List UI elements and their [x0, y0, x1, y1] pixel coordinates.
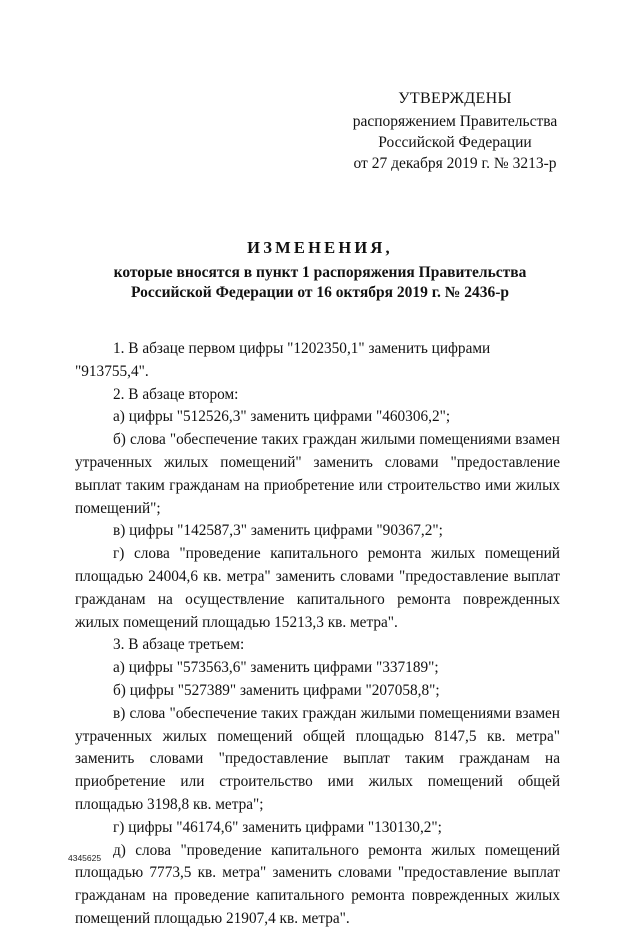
- paragraph-item-3g: г) цифры "46174,6" заменить цифрами "130130,2";: [113, 818, 442, 836]
- subtitle-line-1: которые вносятся в пункт 1 распоряжения Правительства: [113, 264, 527, 281]
- document-code: 4345625: [68, 853, 102, 863]
- paragraph-item-3v: в) слова "обеспечение таких граждан жилыми помещениями взамен утраченных жилых помещений общей площадью 8147,5 кв. метра" заменить словами "предоставление выплат таким гражданам на приобретение или строительство ими жилых помещений общей площадью 3198,8 кв. метра";: [75, 704, 560, 813]
- paragraph-item-2: 2. В абзаце втором:: [113, 385, 239, 403]
- paragraph-item-3b: б) цифры "527389" заменить цифрами "207058,8";: [113, 681, 440, 699]
- document-title: ИЗМЕНЕНИЯ,: [247, 238, 393, 257]
- paragraph-item-2b: б) слова "обеспечение таких граждан жилыми помещениями взамен утраченных жилых помещений" заменить словами "предоставление выплат таким гражданам на приобретение или строительство ими жилых помещений";: [75, 431, 560, 517]
- document-subtitle: [70, 263, 570, 303]
- paragraph-item-1: 1. В абзаце первом цифры "1202350,1" заменить цифрами "913755,4".: [75, 340, 491, 380]
- paragraph-item-3: 3. В абзаце третьем:: [113, 636, 245, 654]
- subtitle-line-2: Российской Федерации от 16 октября 2019 г. № 2436-р: [130, 284, 510, 301]
- paragraph-item-2g: г) слова "проведение капитального ремонта жилых помещений площадью 24004,6 кв. метра" заменить словами "предоставление выплат гражданам на осуществление капитального ремонта поврежденных жилых помещений площадью 15213,3 кв. метра".: [75, 545, 560, 631]
- paragraph-item-2a: а) цифры "512526,3" заменить цифрами "460306,2";: [113, 408, 451, 426]
- document-body: [75, 338, 560, 931]
- approval-line-3: от 27 декабря 2019 г. № 3213-р: [353, 155, 557, 172]
- approval-heading: УТВЕРЖДЕНЫ: [398, 90, 512, 107]
- approval-line-2: Российской Федерации: [378, 134, 532, 151]
- paragraph-item-2v: в) цифры "142587,3" заменить цифрами "90367,2";: [113, 522, 443, 540]
- approval-line-1: распоряжением Правительства: [352, 113, 558, 130]
- paragraph-item-3a: а) цифры "573563,6" заменить цифрами "337189";: [113, 659, 439, 677]
- paragraph-item-3d: д) слова "проведение капитального ремонта жилых помещений площадью 7773,5 кв. метра" заменить словами "предоставление выплат гражданам на проведение капитального ремонта поврежденных жилых помещений площадью 21907,4 кв. метра".: [75, 841, 560, 927]
- approval-block: [330, 88, 580, 174]
